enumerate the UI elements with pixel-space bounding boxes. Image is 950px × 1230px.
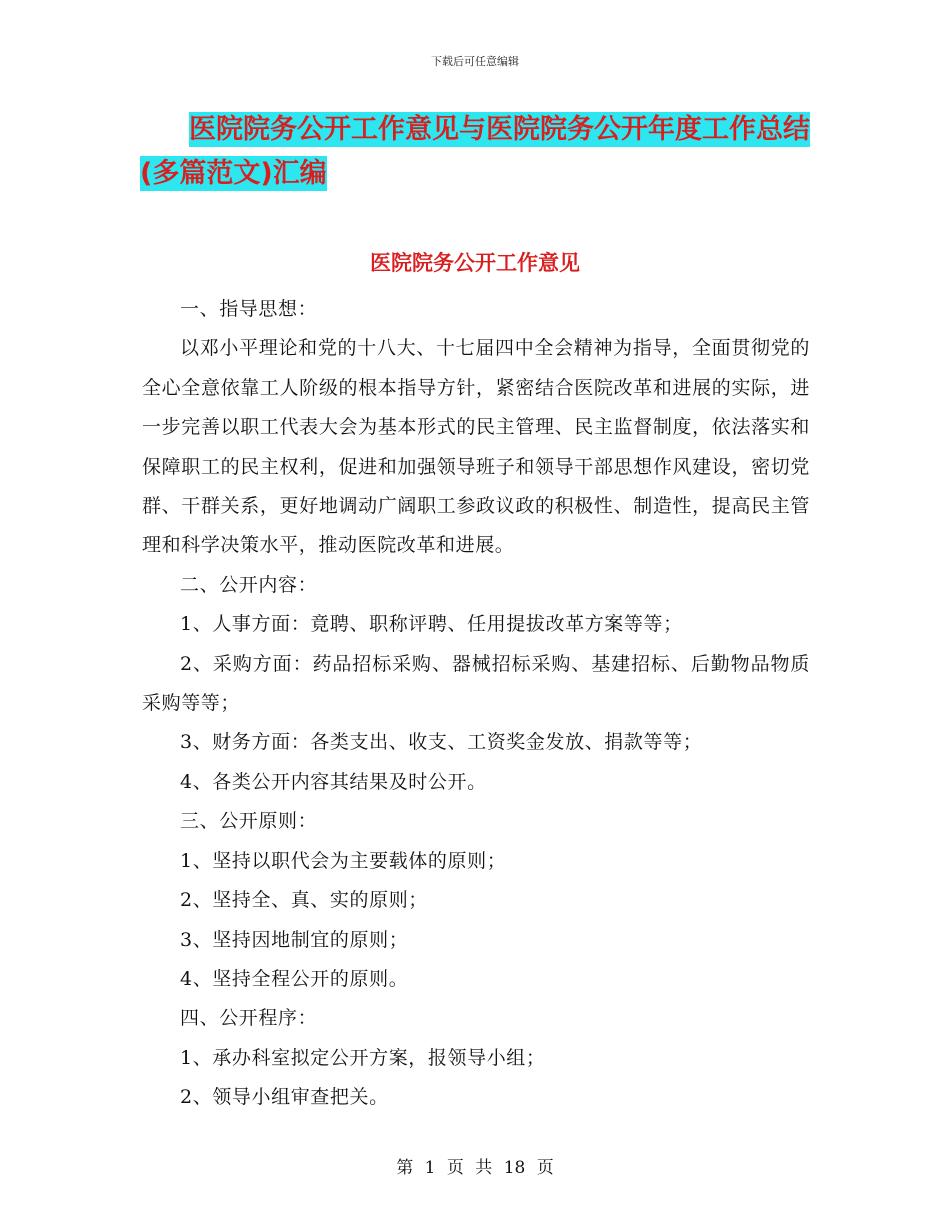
list-item: 1、承办科室拟定公开方案，报领导小组；: [180, 1046, 546, 1069]
list-item: 2、坚持全、真、实的原则；: [180, 889, 428, 912]
heading-disclosure-procedure: 四、公开程序：: [180, 1007, 318, 1030]
list-item: 1、人事方面：竟聘、职称评聘、任用提拔改革方案等等；: [180, 613, 683, 636]
list-item: 2、领导小组审查把关。: [180, 1086, 389, 1109]
list-item: 4、各类公开内容其结果及时公开。: [180, 770, 487, 793]
header-note: 下载后可任意编辑: [431, 55, 519, 68]
document-title-line-2: [140, 152, 810, 196]
heading-guiding-ideology: 一、指导思想：: [180, 298, 318, 320]
document-title: [140, 108, 810, 196]
title-highlight: 医院院务公开工作意见与医院院务公开年度工作总结: [189, 114, 810, 145]
body-text: [142, 290, 810, 1118]
section-title: 医院院务公开工作意见: [370, 251, 580, 275]
list-item: 1、坚持以职代会为主要载体的原则；: [180, 849, 507, 872]
list-item: 3、坚持因地制宜的原则；: [180, 928, 409, 951]
heading-disclosure-principles: 三、公开原则：: [180, 810, 318, 833]
heading-disclosure-content: 二、公开内容：: [180, 573, 318, 596]
list-item: 2、采购方面：药品招标采购、器械招标采购、基建招标、后勤物品物质采购等等；: [142, 652, 810, 715]
paragraph-guiding-ideology: 以邓小平理论和党的十八大、十七届四中全会精神为指导，全面贯彻党的全心全意依靠工人阶级的根本指导方针，紧密结合医院改革和进展的实际，进一步完善以职工代表大会为基本形式的民主管理、民主监督制度，依法落实和保障职工的民主权利，促进和加强领导班子和领导干部思想作风建设，密切党群、干群关系，更好地调动广阔职工参政议政的积极性、制造性，提高民主管理和科学决策水平，推动医院改革和进展。: [142, 337, 810, 557]
list-item: 4、坚持全程公开的原则。: [180, 967, 409, 990]
page-number-footer: 第 1 页 共 18 页: [396, 1158, 554, 1178]
list-item: 3、财务方面：各类支出、收支、工资奖金发放、捐款等等；: [180, 731, 703, 754]
title-highlight: (多篇范文)汇编: [140, 158, 327, 189]
document-title-line-1: [140, 108, 810, 152]
